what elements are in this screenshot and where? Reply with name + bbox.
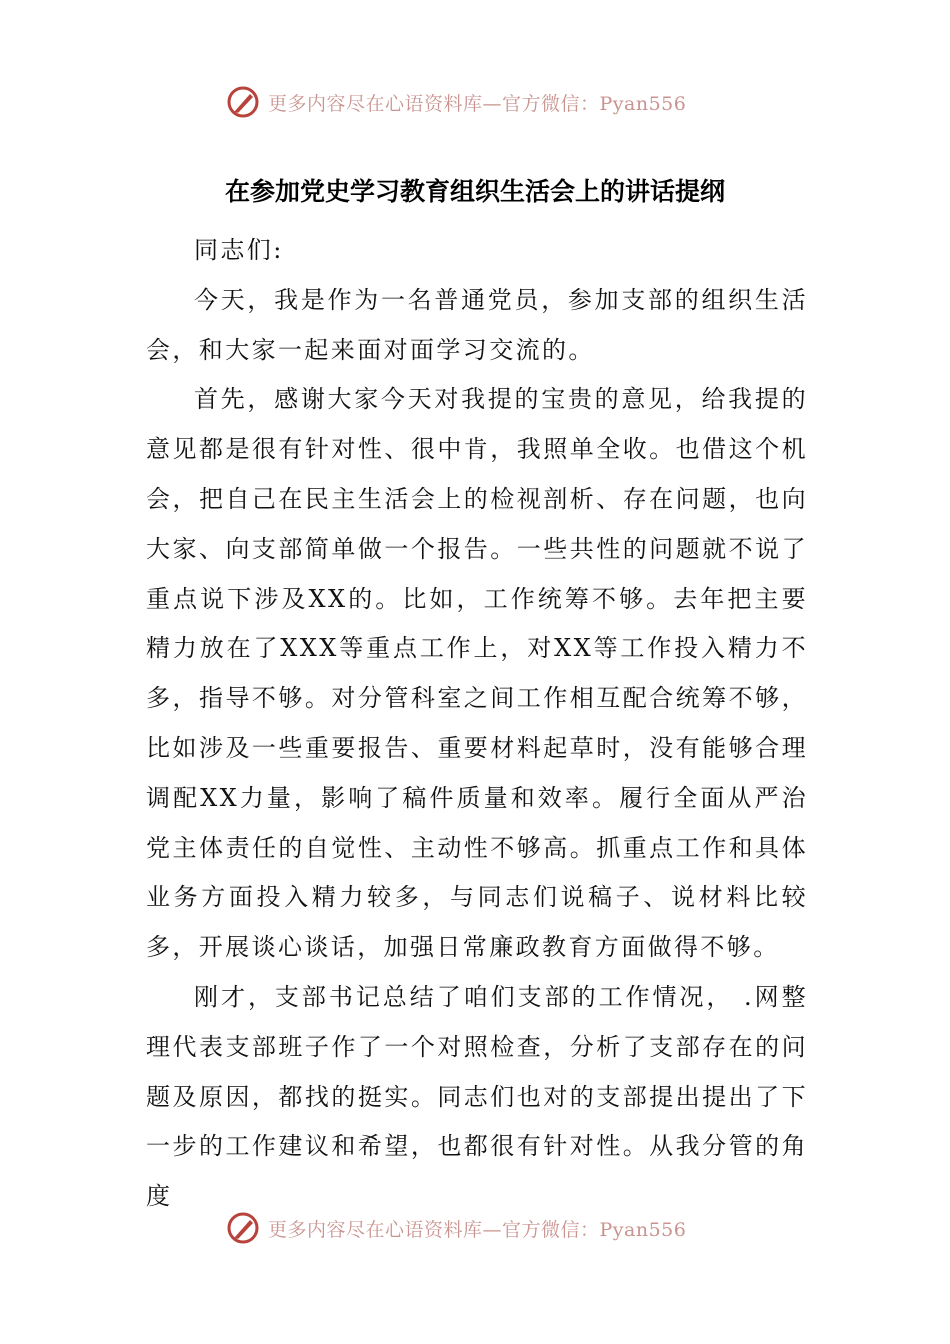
pen-circle-icon <box>226 1211 260 1245</box>
document-body <box>146 226 808 1222</box>
watermark-banner-bottom <box>226 1208 746 1248</box>
watermark-text: 更多内容尽在心语资料库—官方微信：Pyan556 <box>268 1218 687 1241</box>
paragraph-salutation: 同志们: <box>194 236 284 264</box>
document-title: 在参加党史学习教育组织生活会上的讲话提纲 <box>224 177 725 206</box>
paragraph: 今天，我是作为一名普通党员，参加支部的组织生活会，和大家一起来面对面学习交流的。 <box>146 285 808 364</box>
watermark-banner-top <box>226 82 746 122</box>
pen-circle-icon <box>226 85 260 119</box>
paragraph: 首先，感谢大家今天对我提的宝贵的意见，给我提的意见都是很有针对性、很中肯，我照单全收。也借这个机会，把自己在民主生活会上的检视剖析、存在问题，也向大家、向支部简单做一个报告。一些共性的问题就不说了重点说下涉及XX的。比如，工作统筹不够。去年把主要精力放在了XXX等重点工作上，对XX等工作投入精力不多，指导不够。对分管科室之间工作相互配合统筹不够，比如涉及一些重要报告、重要材料起草时，没有能够合理调配XX力量，影响了稿件质量和效率。履行全面从严治党主体责任的自觉性、主动性不够高。抓重点工作和具体业务方面投入精力较多，与同志们说稿子、说材料比较多，开展谈心谈话，加强日常廉政教育方面做得不够。 <box>146 385 808 962</box>
paragraph: 刚才，支部书记总结了咱们支部的工作情况， .网整理代表支部班子作了一个对照检查，分析了支部存在的问题及原因，都找的挺实。同志们也对的支部提出提出了下一步的工作建议和希望，也都很有针对性。从我分管的角度 <box>146 982 808 1211</box>
watermark-text: 更多内容尽在心语资料库—官方微信：Pyan556 <box>268 92 687 115</box>
